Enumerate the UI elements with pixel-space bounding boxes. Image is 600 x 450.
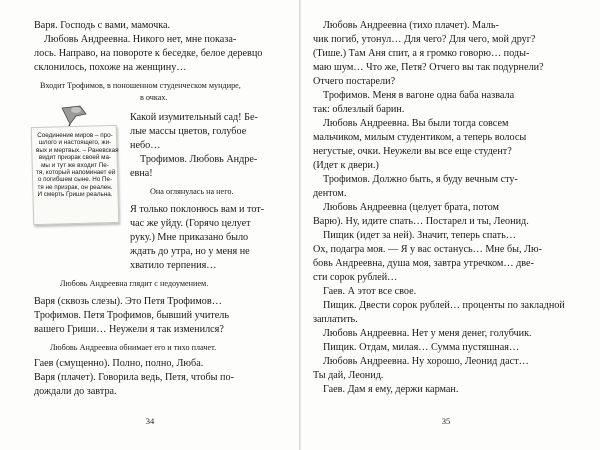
text-line: Отчего постарели? — [313, 76, 396, 87]
text-line: дентом. — [313, 188, 347, 199]
text-line: Гаев. А этот все свое. — [323, 286, 417, 297]
text-line: Любовь Андреевна. Нет у меня денег, голубчик. — [323, 328, 532, 339]
page-number: 34 — [145, 416, 155, 426]
margin-note — [30, 104, 118, 224]
stage-direction: Любовь Андреевна глядит с недоумением. — [60, 279, 209, 288]
text-line: Варя (плачет). Говорила ведь, Петя, чтобы по- — [34, 372, 234, 383]
text-line: склонилось, похоже на женщину… — [34, 62, 187, 73]
stage-direction: Любовь Андреевна обнимает его и тихо плачет. — [50, 343, 217, 352]
text-line: чик погиб, утонул… Для чего? Для чего, мой друг? — [313, 34, 536, 45]
note-text — [36, 132, 119, 199]
text-line: Трофимов. Должно быть, я буду вечным сту- — [323, 174, 518, 185]
note-line: мы и тут же входит Пе- — [41, 161, 109, 169]
text-line: Любовь Андреевна (тихо плачет). Маль- — [323, 20, 499, 31]
note-line: видит призрак своей ма- — [38, 154, 112, 162]
text-line: маю шум… Что же, Петя? Отчего вы так подурнели? — [313, 62, 544, 73]
text-line: Любовь Андреевна. Вы были тогда совсем — [323, 118, 509, 129]
note-line: тя не призрак, он реален. — [37, 183, 113, 191]
text-line: Любовь Андреевна. Никого нет, мне показа- — [44, 34, 237, 45]
text-line: сти сорок рублей… — [313, 272, 398, 283]
text-line: час же уйду. (Горячо целует — [130, 218, 251, 229]
text-line: Любовь Андреевна (целует брата, потом — [323, 202, 499, 213]
text-line: Трофимов. Любовь Андре- — [140, 154, 258, 165]
text-line: Любовь Андреевна. Ну хорошо, Леонид даст… — [323, 356, 529, 367]
text-line: мальчиком, милым студентиком, а теперь волосы — [313, 132, 527, 143]
stage-direction: Она оглянулась на него. — [150, 187, 234, 196]
stage-direction: в очках. — [140, 93, 168, 102]
text-line: Я только поклонюсь вам и тот- — [130, 204, 265, 215]
text-line: хватило терпения… — [130, 260, 217, 271]
note-line: о погибшем сыне. Но Пе- — [37, 176, 113, 184]
note-line: шлого и настоящего, жи- — [38, 139, 112, 147]
text-line: Трофимов. Меня в вагоне одна баба назвала — [323, 90, 515, 101]
stage-direction: Входит Трофимов, в поношенном студенческом мундире, — [40, 81, 241, 90]
text-line: Варю). Ну, идите спать… Постарел и ты, Леонид. — [313, 216, 529, 227]
text-line: (Идет к двери.) — [313, 160, 379, 171]
text-line: Варя. Господь с вами, мамочка. — [34, 20, 171, 31]
note-line: И смерть Гриши реальна. — [37, 191, 113, 199]
text-line: (Тише.) Там Аня спит, а я громко говорю… поды- — [313, 48, 530, 59]
text-line: Какой изумительный сад! Бе- — [130, 112, 258, 123]
text-line: негустые, очки. Неужели вы все еще студент? — [313, 146, 512, 157]
left-page — [0, 0, 299, 450]
text-line: руку.) Мне приказано было — [130, 232, 249, 243]
text-line: Пищик. Двести сорок рублей… проценты по закладной — [323, 300, 565, 311]
text-line: лые массы цветов, голубое — [130, 126, 247, 137]
text-line: Гаев (смущенно). Полно, полно, Люба. — [34, 358, 204, 369]
page-number: 35 — [441, 416, 451, 426]
text-line: ждать до утра, но у меня не — [130, 246, 250, 257]
note-line: тя, который напоминает ей — [36, 169, 116, 177]
text-line: евна! — [130, 168, 153, 179]
text-line: бовь Андреевна, душа моя, завтра утречком… две- — [313, 258, 534, 269]
text-line: Пищик. Отдам, милая… Сумма пустяшная… — [323, 342, 520, 353]
text-line: Трофимов. Петя Трофимов, бывший учитель — [34, 310, 229, 321]
text-line: небо… — [130, 140, 161, 151]
text-line: Ох, подагра моя. — Я у вас останусь… Мне бы, Лю- — [313, 244, 542, 255]
text-line: Гаев. Дам я ему, держи карман. — [323, 384, 459, 395]
text-line: Пищик (идет за ней). Значит, теперь спать… — [323, 230, 516, 241]
text-line: так: облезлый барин. — [313, 104, 405, 115]
note-line: Соединение миров – про- — [37, 132, 113, 139]
text-line: дождали до завтра. — [34, 386, 117, 397]
text-line: вашего Гриши… Неужели я так изменился? — [34, 324, 224, 335]
text-line: заплатить. — [313, 314, 358, 325]
text-line: Ты дай, Леонид. — [313, 370, 384, 381]
text-line: Варя (сквозь слезы). Это Петя Трофимов… — [34, 296, 222, 307]
text-line: лось. Направо, на повороте к беседке, белое деревцо — [34, 48, 263, 59]
right-page — [301, 0, 600, 450]
note-line: вых и мертвых. – Раневская — [36, 146, 119, 154]
